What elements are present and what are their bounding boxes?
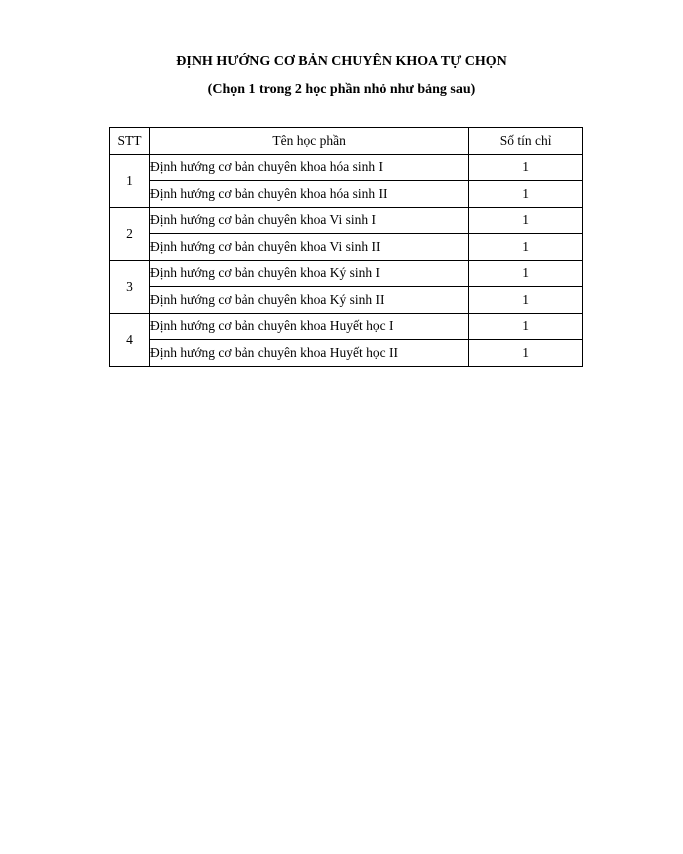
table-row bbox=[110, 154, 583, 181]
course-credits: 1 bbox=[469, 260, 583, 287]
table-row bbox=[110, 181, 583, 208]
course-name: Định hướng cơ bản chuyên khoa hóa sinh II bbox=[149, 181, 468, 208]
course-credits: 1 bbox=[469, 340, 583, 367]
table-row bbox=[110, 313, 583, 340]
course-credits: 1 bbox=[469, 207, 583, 234]
document-title: ĐỊNH HƯỚNG CƠ BẢN CHUYÊN KHOA TỰ CHỌN bbox=[176, 54, 507, 69]
course-credits: 1 bbox=[469, 154, 583, 181]
table-header bbox=[110, 128, 583, 155]
table-body bbox=[110, 154, 583, 366]
course-credits: 1 bbox=[469, 287, 583, 314]
course-name: Định hướng cơ bản chuyên khoa Vi sinh II bbox=[149, 234, 468, 261]
course-name: Định hướng cơ bản chuyên khoa hóa sinh I bbox=[149, 154, 468, 181]
course-credits: 1 bbox=[469, 234, 583, 261]
table-header-row bbox=[110, 128, 583, 155]
table-row bbox=[110, 287, 583, 314]
group-number: 4 bbox=[110, 313, 150, 366]
course-name: Định hướng cơ bản chuyên khoa Ký sinh I bbox=[149, 260, 468, 287]
course-name: Định hướng cơ bản chuyên khoa Huyết học II bbox=[149, 340, 468, 367]
course-name: Định hướng cơ bản chuyên khoa Huyết học I bbox=[149, 313, 468, 340]
course-table bbox=[109, 127, 583, 367]
table-row bbox=[110, 234, 583, 261]
table-row bbox=[110, 207, 583, 234]
table-row bbox=[110, 260, 583, 287]
group-number: 1 bbox=[110, 154, 150, 207]
course-credits: 1 bbox=[469, 313, 583, 340]
course-name: Định hướng cơ bản chuyên khoa Ký sinh II bbox=[149, 287, 468, 314]
group-number: 3 bbox=[110, 260, 150, 313]
document-subtitle: (Chọn 1 trong 2 học phần nhỏ như bảng sau) bbox=[207, 82, 476, 97]
group-number: 2 bbox=[110, 207, 150, 260]
header-course-name: Tên học phần bbox=[149, 128, 468, 155]
header-credits: Số tín chỉ bbox=[469, 128, 583, 155]
header-stt: STT bbox=[110, 128, 150, 155]
course-credits: 1 bbox=[469, 181, 583, 208]
table-row bbox=[110, 340, 583, 367]
course-name: Định hướng cơ bản chuyên khoa Vi sinh I bbox=[149, 207, 468, 234]
